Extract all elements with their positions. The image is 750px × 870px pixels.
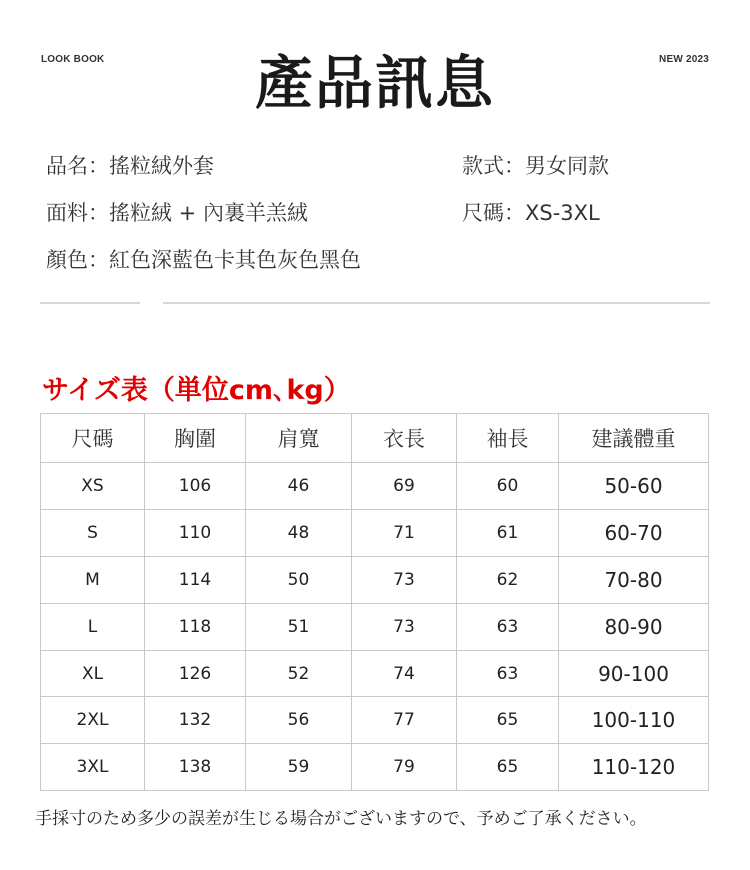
color-label: 顏色： xyxy=(46,248,109,272)
cell-size: XL xyxy=(41,650,145,697)
cell-weight: 80-90 xyxy=(559,603,709,650)
cell-sleeve: 61 xyxy=(457,509,559,556)
fabric-value: 搖粒絨 + 內裏羊羔絨 xyxy=(109,201,308,225)
header-shoulder: 肩寬 xyxy=(246,414,352,463)
cell-sleeve: 63 xyxy=(457,603,559,650)
cell-sleeve: 63 xyxy=(457,650,559,697)
product-name-row xyxy=(46,150,214,180)
size-table-title: サイズ表（単位cm､kg） xyxy=(42,375,351,406)
style-label: 款式： xyxy=(462,154,525,178)
table-row xyxy=(41,463,709,510)
header-length: 衣長 xyxy=(352,414,457,463)
cell-size: L xyxy=(41,603,145,650)
cell-shoulder: 51 xyxy=(246,603,352,650)
cell-chest: 110 xyxy=(145,509,246,556)
table-row xyxy=(41,603,709,650)
cell-chest: 106 xyxy=(145,463,246,510)
cell-weight: 100-110 xyxy=(559,697,709,744)
cell-chest: 118 xyxy=(145,603,246,650)
cell-size: 3XL xyxy=(41,744,145,791)
style-row xyxy=(462,150,609,180)
header-sleeve: 袖長 xyxy=(457,414,559,463)
cell-weight: 60-70 xyxy=(559,509,709,556)
table-row xyxy=(41,509,709,556)
size-range-value: XS-3XL xyxy=(525,201,600,225)
cell-shoulder: 46 xyxy=(246,463,352,510)
cell-chest: 132 xyxy=(145,697,246,744)
divider-long xyxy=(163,302,710,304)
fabric-row xyxy=(46,197,308,227)
table-row xyxy=(41,697,709,744)
cell-chest: 138 xyxy=(145,744,246,791)
cell-sleeve: 62 xyxy=(457,556,559,603)
new-2023-tag: NEW 2023 xyxy=(659,54,709,65)
product-name-value: 搖粒絨外套 xyxy=(109,154,214,178)
cell-length: 77 xyxy=(352,697,457,744)
size-table xyxy=(40,413,709,791)
cell-weight: 50-60 xyxy=(559,463,709,510)
cell-sleeve: 65 xyxy=(457,697,559,744)
cell-chest: 114 xyxy=(145,556,246,603)
measurement-note: 手採寸のため多少の誤差が生じる場合がございますので、予めご了承ください。 xyxy=(35,809,647,829)
cell-length: 74 xyxy=(352,650,457,697)
size-range-label: 尺碼： xyxy=(462,201,525,225)
cell-size: 2XL xyxy=(41,697,145,744)
color-row xyxy=(46,244,361,274)
cell-length: 73 xyxy=(352,556,457,603)
cell-shoulder: 59 xyxy=(246,744,352,791)
cell-weight: 90-100 xyxy=(559,650,709,697)
cell-shoulder: 52 xyxy=(246,650,352,697)
size-range-row xyxy=(462,197,600,227)
cell-shoulder: 56 xyxy=(246,697,352,744)
fabric-label: 面料： xyxy=(46,201,109,225)
size-table-header-row xyxy=(41,414,709,463)
cell-length: 69 xyxy=(352,463,457,510)
table-row xyxy=(41,650,709,697)
cell-sleeve: 60 xyxy=(457,463,559,510)
cell-shoulder: 48 xyxy=(246,509,352,556)
look-book-tag: LOOK BOOK xyxy=(41,54,105,65)
header-size: 尺碼 xyxy=(41,414,145,463)
cell-length: 71 xyxy=(352,509,457,556)
cell-weight: 110-120 xyxy=(559,744,709,791)
cell-length: 73 xyxy=(352,603,457,650)
cell-size: S xyxy=(41,509,145,556)
table-row xyxy=(41,556,709,603)
header-weight: 建議體重 xyxy=(559,414,709,463)
style-value: 男女同款 xyxy=(525,154,609,178)
cell-shoulder: 50 xyxy=(246,556,352,603)
page-title: 產品訊息 xyxy=(254,49,495,117)
cell-size: M xyxy=(41,556,145,603)
cell-chest: 126 xyxy=(145,650,246,697)
cell-sleeve: 65 xyxy=(457,744,559,791)
cell-length: 79 xyxy=(352,744,457,791)
header-chest: 胸圍 xyxy=(145,414,246,463)
cell-size: XS xyxy=(41,463,145,510)
divider-short xyxy=(40,302,140,304)
color-value: 紅色深藍色卡其色灰色黑色 xyxy=(109,248,361,272)
product-name-label: 品名： xyxy=(46,154,109,178)
cell-weight: 70-80 xyxy=(559,556,709,603)
table-row xyxy=(41,744,709,791)
